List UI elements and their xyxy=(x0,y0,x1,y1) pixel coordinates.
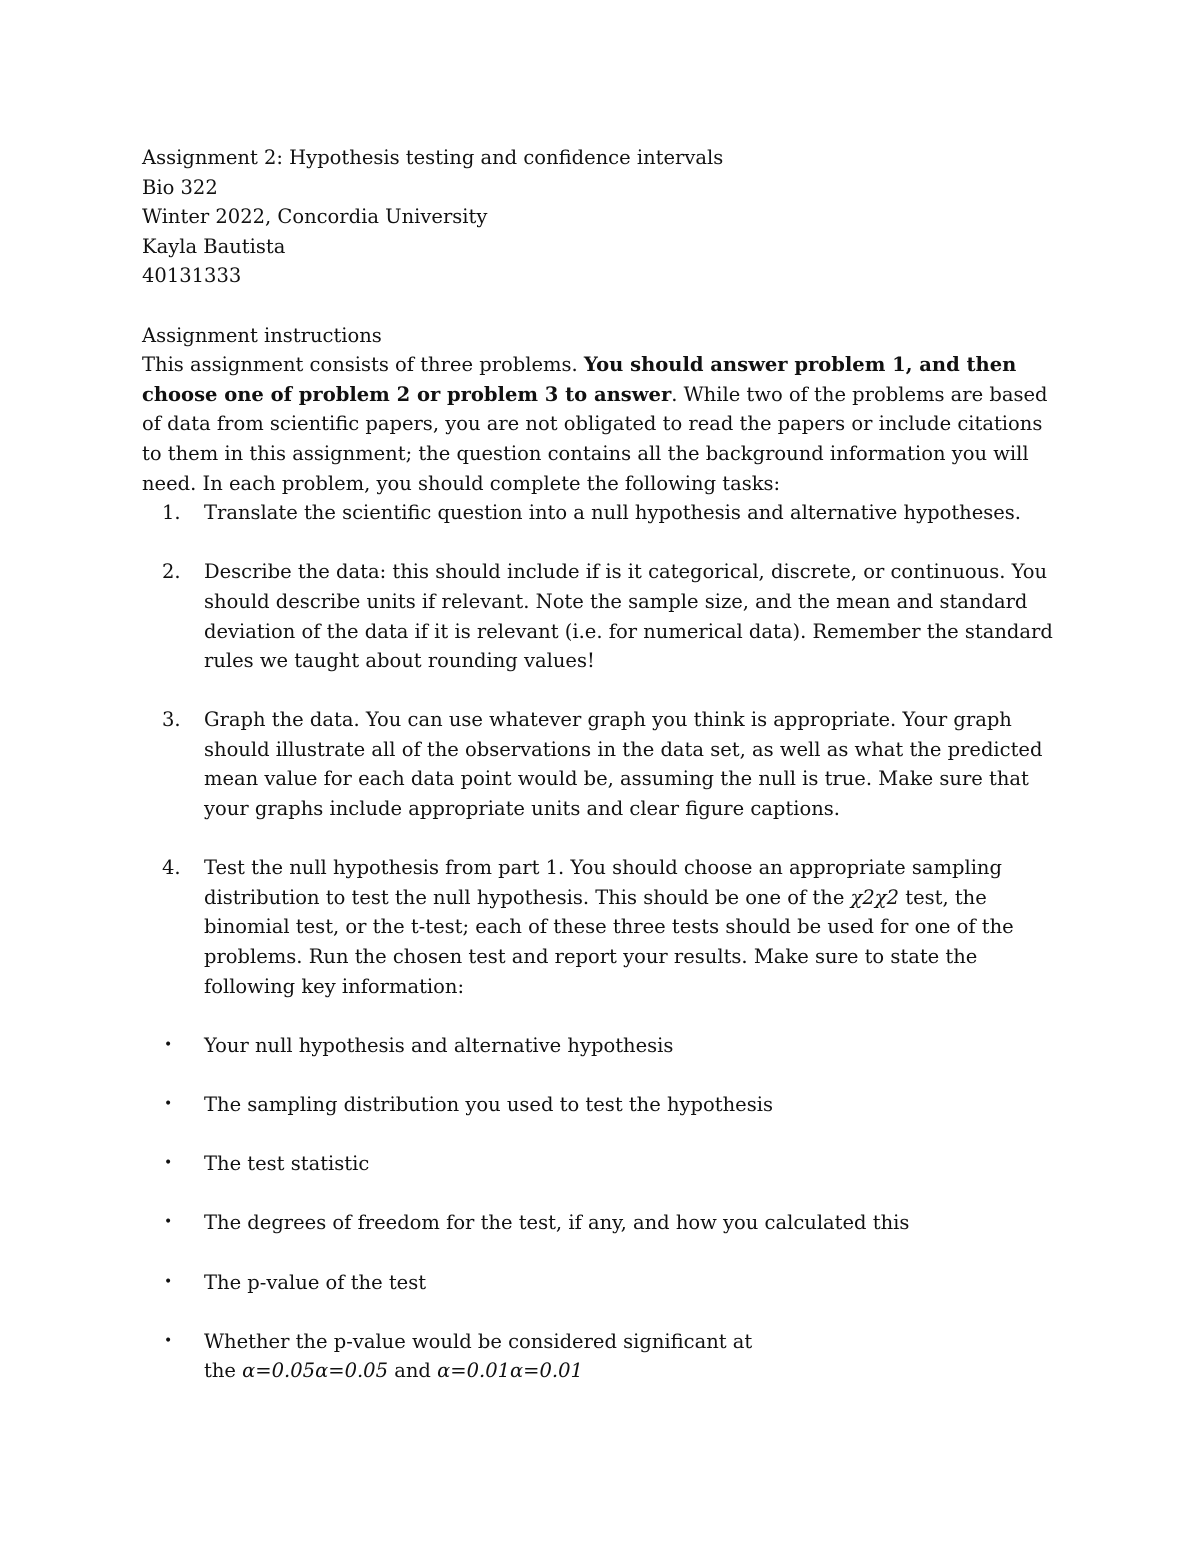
bullet-text: The sampling distribution you used to test the hypothesis xyxy=(204,1093,773,1116)
task-number: 1. xyxy=(162,501,181,525)
bullet-icon: • xyxy=(164,1036,173,1053)
bullet-text-and: and xyxy=(388,1359,438,1383)
task-text: Graph the data. You can use whatever graph you think is appropriate. Your graph should illustrate all of the observations in the data set, as well as what the predicted mean value for each data point would be, assuming the null is true. Make sure that your graphs include appropriate units and clear figure captions. xyxy=(204,708,1043,821)
chi-square-symbol: χ2χ2 xyxy=(850,885,900,909)
task-number: 2. xyxy=(162,560,181,584)
document-header xyxy=(142,143,1062,291)
task-list xyxy=(142,498,1062,1001)
bullet-item xyxy=(142,1090,1062,1120)
bullet-item xyxy=(142,1268,1062,1298)
instructions-intro-text: This assignment consists of three problems. xyxy=(142,353,584,377)
instructions-paragraph xyxy=(142,350,1062,498)
bullet-icon: • xyxy=(164,1214,173,1231)
task-number: 4. xyxy=(162,856,181,880)
task-number: 3. xyxy=(162,708,181,732)
bullet-text: Your null hypothesis and alternative hypothesis xyxy=(204,1033,674,1057)
task-text: Translate the scientific question into a null hypothesis and alternative hypotheses. xyxy=(204,501,1022,525)
bullet-text: Whether the p-value would be considered significant at xyxy=(204,1329,753,1353)
bullet-icon: • xyxy=(164,1273,173,1290)
assignment-title: Assignment 2: Hypothesis testing and confidence intervals xyxy=(142,146,724,169)
bullet-icon: • xyxy=(164,1155,173,1172)
instructions-bold-text: You should answer problem 1, and then choose one of problem 2 or problem 3 to answer xyxy=(142,353,1017,406)
student-name: Kayla Bautista xyxy=(142,234,286,258)
bullet-text-the: the xyxy=(204,1359,243,1383)
spacer xyxy=(142,291,1062,321)
course-code: Bio 322 xyxy=(142,175,218,199)
bullet-text: The p-value of the test xyxy=(204,1270,427,1294)
document-body xyxy=(142,143,1062,1386)
bullet-icon: • xyxy=(164,1332,173,1349)
instructions-heading: Assignment instructions xyxy=(142,323,382,347)
task-item xyxy=(142,498,1062,528)
bullet-text: The test statistic xyxy=(204,1152,370,1176)
bullet-item xyxy=(142,1208,1062,1238)
task-item xyxy=(142,853,1062,1001)
task-text-before-math: Test the null hypothesis from part 1. You should choose an appropriate sampling distribution to test the null hypothesis. This should be one of the xyxy=(204,856,1002,909)
bullet-icon: • xyxy=(164,1096,173,1112)
term-and-university: Winter 2022, Concordia University xyxy=(142,205,488,229)
task-text: Describe the data: this should include if is it categorical, discrete, or continuous. You should describe units if relevant. Note the sample size, and the mean and standard deviation of the data if it is relevant (i.e. for numerical data). Remember the standard rules we taught about rounding values! xyxy=(204,560,1053,673)
bullet-item xyxy=(142,1031,1062,1061)
task-item xyxy=(142,705,1062,823)
task-text-after-math: test, the binomial test, or the t-test; each of these three tests should be used for one of the problems. Run the chosen test and report your results. Make sure to state the following key information: xyxy=(204,885,1014,998)
bullet-item xyxy=(142,1149,1062,1179)
instructions-rest-text: . While two of the problems are based of data from scientific papers, you are not obligated to read the papers or include citations to them in this assignment; the question contains all the background information you will need. In each problem, you should complete the following tasks: xyxy=(142,382,1048,495)
key-information-list xyxy=(142,1031,1062,1386)
bullet-text-significance xyxy=(204,1356,1062,1386)
bullet-item xyxy=(142,1327,1062,1386)
alpha-001-expression: α=0.01α=0.01 xyxy=(437,1359,583,1383)
bullet-text: The degrees of freedom for the test, if any, and how you calculated this xyxy=(204,1211,910,1235)
student-id: 40131333 xyxy=(142,264,242,288)
task-item xyxy=(142,557,1062,675)
alpha-005-expression: α=0.05α=0.05 xyxy=(242,1359,388,1383)
